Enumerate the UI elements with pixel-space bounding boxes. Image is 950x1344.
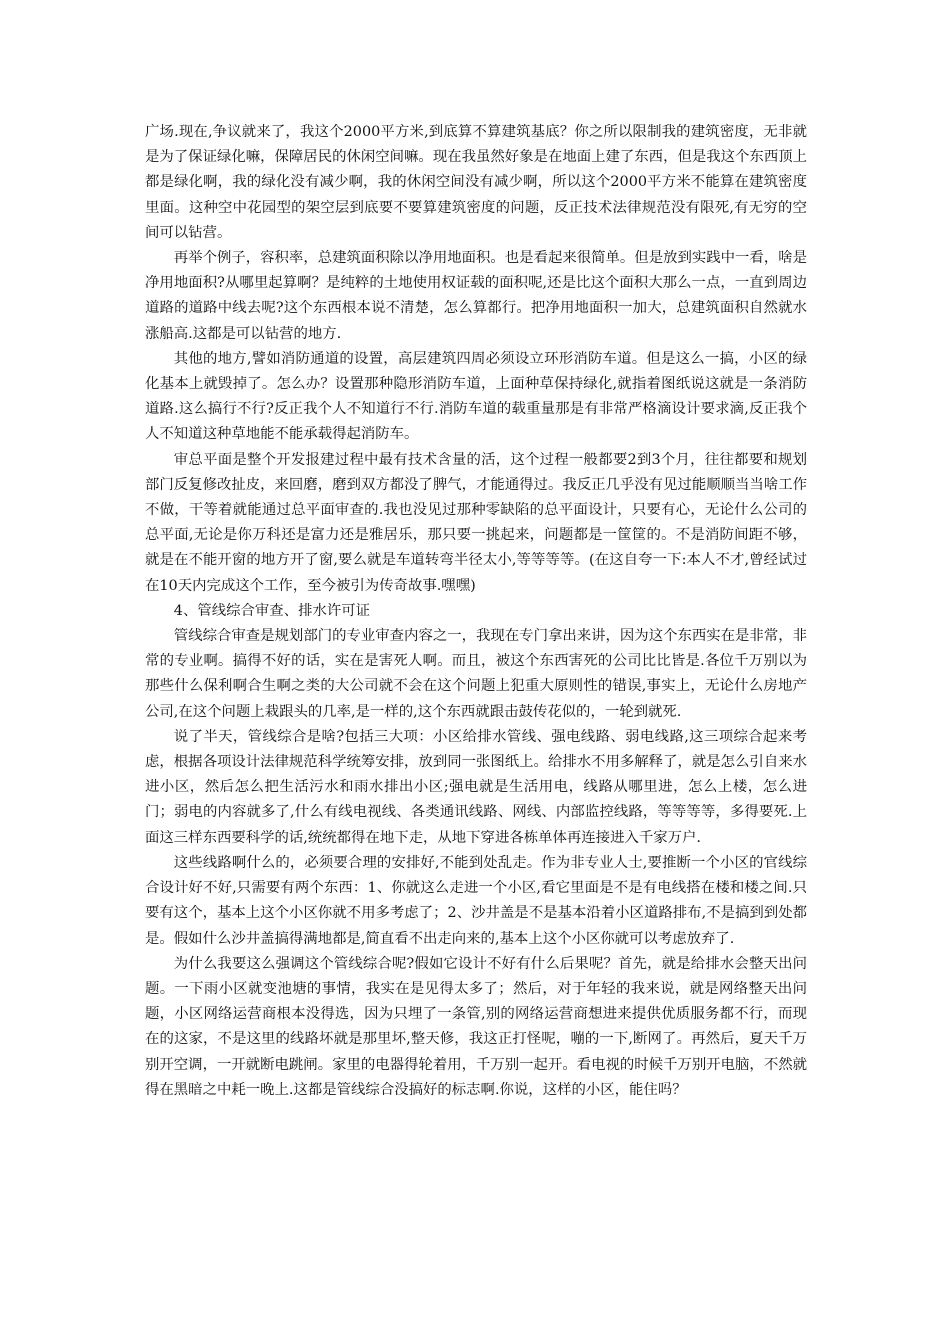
paragraph-2: 再举个例子，容积率，总建筑面积除以净用地面积。也是看起来很简单。但是放到实践中一看，啥是净用地面积?从哪里起算啊？是纯粹的土地使用权证载的面积呢,还是比这个面积大那么一点，一直到周边道路的道路中线去呢?这个东西根本说不清楚，怎么算都行。把净用地面积一加大，总建筑面积自然就水涨船高.这都是可以钻营的地方. — [145, 250, 807, 342]
document-body — [145, 120, 807, 1103]
section-heading: 4、管线综合审查、排水许可证 — [173, 602, 371, 619]
paragraph-5: 管线综合审查是规划部门的专业审查内容之一，我现在专门拿出来讲，因为这个东西实在是非常，非常的专业啊。搞得不好的话，实在是害死人啊。而且，被这个东西害死的公司比比皆是.各位千万别以为那些什么保利啊合生啊之类的大公司就不会在这个问题上犯重大原则性的错误,事实上，无论什么房地产公司,在这个问题上栽跟头的几率,是一样的,这个东西就跟击鼓传花似的，一轮到就死. — [145, 628, 807, 720]
paragraph-8: 为什么我要这么强调这个管线综合呢?假如它设计不好有什么后果呢？首先，就是给排水会整天出问题。一下雨小区就变池塘的事情，我实在是见得太多了；然后，对于年轻的我来说，就是网络整天出问题，小区网络运营商根本没得选，因为只埋了一条管,别的网络运营商想进来提供优质服务都不行，而现在的这家，不是这里的线路坏就是那里坏,整天修，我这正打怪呢，嘣的一下,断网了。再然后，夏天千万别开空调，一开就断电跳闸。家里的电器得轮着用，千万别一起开。看电视的时候千万别开电脑，不然就得在黑暗之中耗一晚上.这都是管线综合没搞好的标志啊.你说，这样的小区，能住吗？ — [145, 955, 807, 1098]
paragraph-3: 其他的地方,譬如消防通道的设置，高层建筑四周必须设立环形消防车道。但是这么一搞，小区的绿化基本上就毁掉了。怎么办？设置那种隐形消防车道，上面种草保持绿化,就指着图纸说这就是一条消防道路.这么搞行不行?反正我个人不知道行不行.消防车道的载重量那是有非常严格滴设计要求滴,反正我个人不知道这种草地能不能承载得起消防车。 — [145, 350, 807, 443]
paragraph-4: 审总平面是整个开发报建过程中最有技术含量的活，这个过程一般都要2到3个月，往往都要和规划部门反复修改扯皮，来回磨，磨到双方都没了脾气，才能通得过。我反正几乎没有见过能顺顺当当啥工作不做，干等着就能通过总平面审查的.我也没见过那种零缺陷的总平面设计，只要有心，无论什么公司的总平面,无论是你万科还是富力还是雅居乐，那只要一挑起来，问题都是一筐筐的。不是消防间距不够，就是在不能开窗的地方开了窗,要么就是车道转弯半径太小,等等等等。(在这自夸一下:本人不才,曾经试过在10天内完成这个工作，至今被引为传奇故事.嘿嘿) — [145, 451, 807, 594]
paragraph-7: 这些线路啊什么的，必须要合理的安排好,不能到处乱走。作为非专业人士,要推断一个小区的官线综合设计好不好,只需要有两个东西：1、你就这么走进一个小区,看它里面是不是有电线搭在楼和楼之间.只要有这个，基本上这个小区你就不用多考虑了；2、沙井盖是不是基本沿着小区道路排布,不是搞到到处都是。假如什么沙井盖搞得满地都是,简直看不出走向来的,基本上这个小区你就可以考虑放弃了. — [145, 854, 807, 947]
paragraph-6: 说了半天，管线综合是啥?包括三大项：小区给排水管线、强电线路、弱电线路,这三项综合起来考虑，根据各项设计法律规范科学统筹安排，放到同一张图纸上。给排水不用多解释了，就是怎么引自来水进小区，然后怎么把生活污水和雨水排出小区;强电就是生活用电，线路从哪里进，怎么上楼，怎么进门；弱电的内容就多了,什么有线电视线、各类通讯线路、网线、内部监控线路，等等等等，多得要死.上面这三样东西要科学的话,统统都得在地下走，从地下穿进各栋单体再连接进入千家万户. — [145, 728, 807, 846]
paragraph-1: 广场.现在,争议就来了，我这个2000平方米,到底算不算建筑基底？你之所以限制我的建筑密度，无非就是为了保证绿化嘛，保障居民的休闲空间嘛。现在我虽然好象是在地面上建了东西，但是我这个东西顶上都是绿化啊，我的绿化没有减少啊，我的休闲空间没有减少啊，所以这个2000平方米不能算在建筑密度里面。这种空中花园型的架空层到底要不要算建筑密度的问题，反正技术法律规范没有限死,有无穷的空间可以钻营。 — [145, 124, 807, 241]
